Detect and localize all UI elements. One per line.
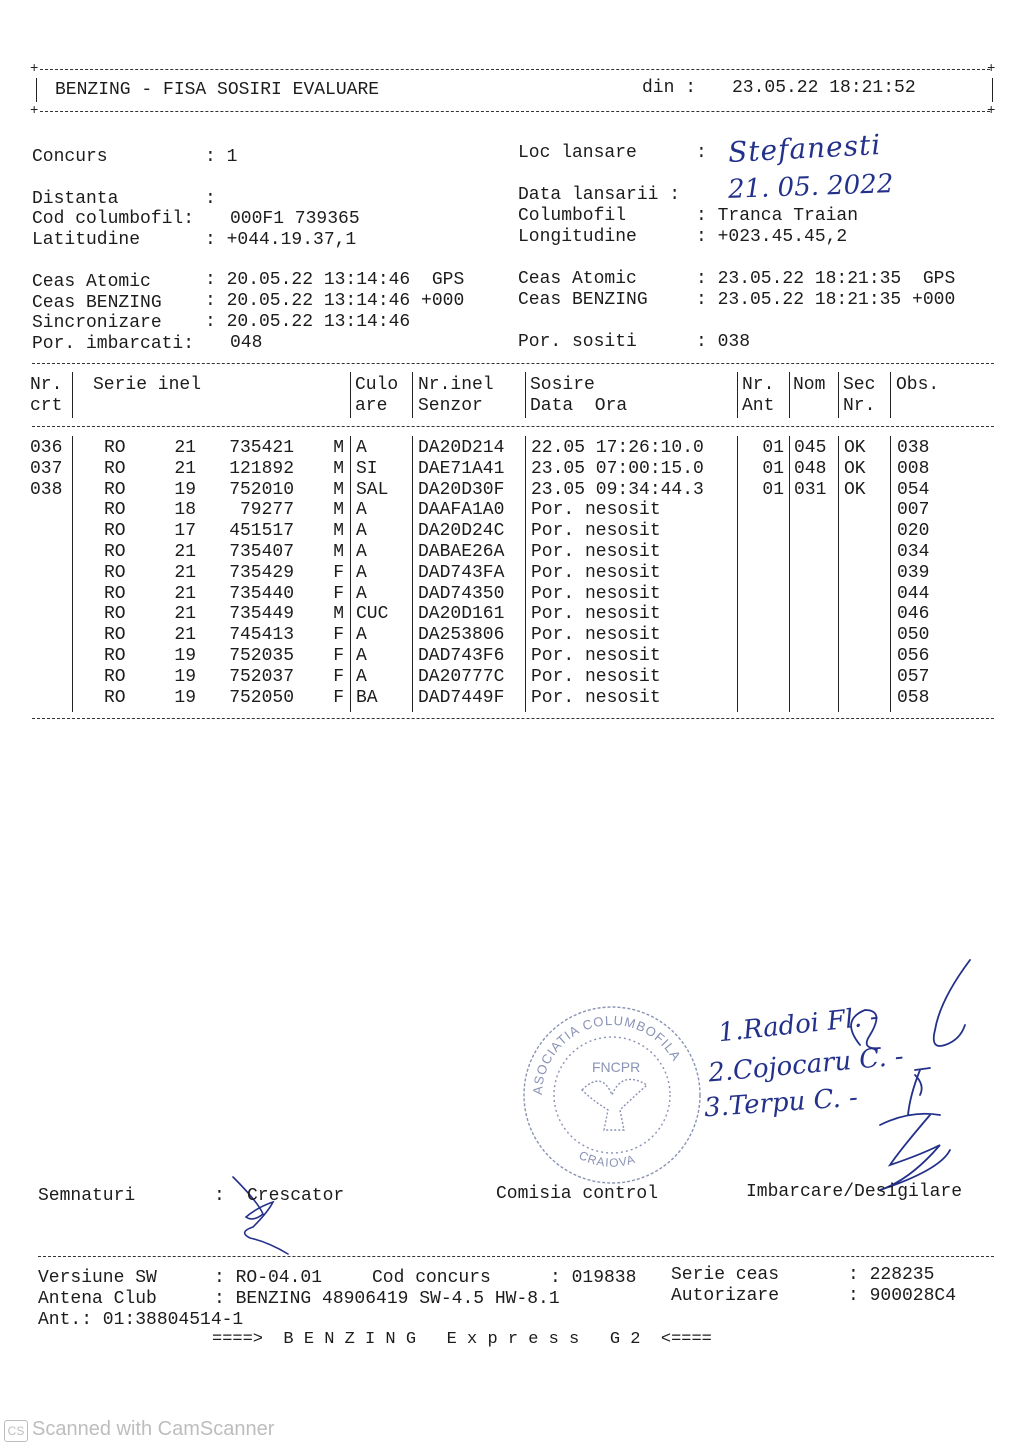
cell-sex: F (333, 562, 344, 583)
cell-nr: 036 (30, 438, 63, 458)
cell-arrival: Por. nesosit (531, 604, 661, 625)
report-datetime: 23.05.22 18:21:52 (732, 78, 916, 98)
handwritten-name-1: 1.Radoi Fl. - (716, 1001, 881, 1049)
cell-sensor: DA20D24C (418, 521, 505, 542)
embarked-label: Por. imbarcati: (32, 334, 195, 354)
signature-commission-label: Comisia control (496, 1184, 659, 1204)
cell-obs: 056 (897, 646, 930, 666)
latitude-label: Latitudine (32, 230, 141, 250)
header-senzor: Senzor (418, 396, 483, 416)
box-corner: + (987, 103, 996, 119)
brand-banner: ====> B E N Z I N G E x p r e s s G 2 <==== (212, 1330, 712, 1349)
col-separator (838, 372, 839, 418)
cell-year: 21 (174, 625, 196, 646)
cell-country: RO (104, 687, 126, 708)
cell-country: RO (104, 604, 126, 625)
cell-arrival: Por. nesosit (531, 687, 661, 708)
col-separator (890, 436, 891, 712)
antenna-club-value: : BENZING 48906419 SW-4.5 HW-8.1 (214, 1289, 560, 1309)
cell-obs: 054 (897, 479, 930, 500)
header-sec: Sec (843, 375, 876, 395)
loc-lansare-label: Loc lansare (518, 143, 637, 163)
sync-label: Sincronizare (32, 313, 162, 333)
cell-color: A (356, 562, 367, 583)
cell-year: 18 (174, 500, 196, 521)
col-separator (72, 372, 73, 418)
cell-year: 21 (174, 542, 196, 562)
header-culoare-2: are (355, 396, 388, 416)
cell-sensor: DA20D214 (418, 438, 505, 458)
cell-color: A (356, 438, 367, 458)
contest-code-value: : 019838 (550, 1268, 637, 1288)
cell-nom: 045 (794, 438, 827, 458)
data-lansarii-label: Data lansarii : (518, 185, 681, 205)
association-stamp (512, 1000, 712, 1190)
longitude-value: : +023.45.45,2 (696, 227, 848, 247)
longitude-label: Longitudine (518, 227, 637, 247)
cell-nom: 031 (794, 479, 827, 500)
col-separator (890, 372, 891, 418)
columbofil-label: Columbofil (518, 206, 627, 226)
cell-year: 19 (174, 479, 196, 500)
cell-color: A (356, 625, 367, 646)
header-crt: crt (30, 396, 63, 416)
col-separator (350, 372, 351, 418)
cell-color: BA (356, 687, 378, 708)
cell-obs: 034 (897, 542, 930, 562)
cell-sensor: DA20777C (418, 666, 505, 687)
cell-obs: 008 (897, 458, 930, 479)
header-culoare: Culo (355, 375, 399, 395)
cell-year: 19 (174, 666, 196, 687)
cell-sex: F (333, 583, 344, 604)
cell-country: RO (104, 521, 126, 542)
cell-ring: 745413 (229, 625, 294, 646)
atomic-clock-end-label: Ceas Atomic (518, 269, 637, 289)
cell-sex: M (333, 479, 344, 500)
cell-sensor: DA20D161 (418, 604, 505, 625)
cell-sex: F (333, 666, 344, 687)
cell-color: CUC (356, 604, 389, 625)
cell-obs: 058 (897, 687, 930, 708)
cell-sex: M (333, 500, 344, 521)
table-top-rule (32, 363, 994, 364)
cell-arrival: Por. nesosit (531, 500, 661, 521)
cell-ring: 735449 (229, 604, 294, 625)
table-bottom-rule (32, 718, 994, 719)
atomic-clock-start-label: Ceas Atomic (32, 272, 151, 292)
cell-arrival: Por. nesosit (531, 542, 661, 562)
cell-ring: 735440 (229, 583, 294, 604)
box-corner: + (30, 103, 39, 119)
cell-sex: M (333, 542, 344, 562)
cell-arrival: Por. nesosit (531, 521, 661, 542)
cell-ring: 79277 (239, 500, 294, 521)
handwritten-release-date: 21. 05. 2022 (727, 169, 894, 205)
signatures-label: Semnaturi (38, 1186, 136, 1206)
camscanner-logo-icon: CS (4, 1420, 28, 1442)
cell-year: 21 (174, 562, 196, 583)
cell-country: RO (104, 646, 126, 666)
cell-year: 19 (174, 646, 196, 666)
antenna-club-label: Antena Club (38, 1289, 157, 1309)
cell-country: RO (104, 583, 126, 604)
cell-sensor: DAD743FA (418, 562, 505, 583)
cell-color: A (356, 666, 367, 687)
cell-year: 21 (174, 604, 196, 625)
cell-color: SI (356, 458, 378, 479)
col-separator (789, 372, 790, 418)
cell-year: 21 (174, 583, 196, 604)
cell-sex: F (333, 687, 344, 708)
latitude-value: : +044.19.37,1 (205, 230, 357, 250)
benzing-clock-start-value: : 20.05.22 13:14:46 +000 (205, 291, 465, 311)
sync-value: : 20.05.22 13:14:46 (205, 312, 411, 332)
atomic-clock-end-value: : 23.05.22 18:21:35 GPS (696, 269, 956, 289)
cell-year: 19 (174, 687, 196, 708)
sw-version-value: : RO-04.01 (214, 1268, 323, 1288)
cell-country: RO (104, 479, 126, 500)
col-separator (72, 436, 73, 712)
date-label: din : (642, 78, 697, 98)
stamp-text-bottom: CRAIOVA (576, 1148, 638, 1170)
cell-sensor: DABAE26A (418, 542, 505, 562)
col-separator (838, 436, 839, 712)
distanta-value: : (205, 189, 216, 209)
footer-rule (38, 1256, 994, 1257)
arrived-count: : 038 (696, 332, 751, 352)
handwritten-name-3: 3.Terpu C. - (703, 1082, 859, 1124)
columbofil-name: : Tranca Traian (696, 206, 859, 226)
cell-nr: 038 (30, 479, 63, 500)
box-corner: + (987, 61, 996, 77)
cell-color: A (356, 521, 367, 542)
cell-arrival: Por. nesosit (531, 583, 661, 604)
cell-sec: OK (844, 479, 866, 500)
header-ant: Ant (742, 396, 775, 416)
cell-obs: 046 (897, 604, 930, 625)
cell-obs: 039 (897, 562, 930, 583)
cell-sex: M (333, 458, 344, 479)
cell-sex: M (333, 438, 344, 458)
cell-obs: 044 (897, 583, 930, 604)
cell-obs: 057 (897, 666, 930, 687)
cell-ant: 01 (762, 438, 784, 458)
cell-sensor: DAD7449F (418, 687, 505, 708)
cell-year: 21 (174, 458, 196, 479)
cod-columbofil-label: Cod columbofil: (32, 209, 195, 229)
clock-serial-label: Serie ceas (671, 1265, 780, 1285)
authorization-value: : 900028C4 (848, 1286, 957, 1306)
concurs-value: : 1 (205, 147, 238, 167)
cell-arrival: Por. nesosit (531, 666, 661, 687)
clock-serial-value: : 228235 (848, 1265, 935, 1285)
cell-nom: 048 (794, 458, 827, 479)
cell-sensor: DA253806 (418, 625, 505, 646)
commission-signatures (820, 950, 1000, 1210)
header-serie-inel: Serie inel (93, 375, 202, 395)
cell-sensor: DAE71A41 (418, 458, 505, 479)
cell-arrival: 23.05 07:00:15.0 (531, 458, 704, 479)
cell-arrival: Por. nesosit (531, 562, 661, 583)
cod-columbofil-value: 000F1 739365 (230, 209, 360, 229)
cell-sensor: DAAFA1A0 (418, 500, 505, 521)
cell-ring: 752035 (229, 646, 294, 666)
atomic-clock-start-value: : 20.05.22 13:14:46 GPS (205, 270, 465, 290)
cell-arrival: Por. nesosit (531, 625, 661, 646)
cell-sensor: DA20D30F (418, 479, 505, 500)
cell-sex: F (333, 646, 344, 666)
benzing-clock-start-label: Ceas BENZING (32, 293, 162, 313)
embarked-count: 048 (230, 333, 263, 353)
cell-ant: 01 (762, 458, 784, 479)
signatures-colon: : (214, 1186, 225, 1206)
antenna-id: Ant.: 01:38804514-1 (38, 1310, 244, 1330)
cell-color: A (356, 500, 367, 521)
camscanner-text: Scanned with CamScanner (32, 1418, 275, 1440)
cell-ant: 01 (762, 479, 784, 500)
svg-text:CRAIOVA (577, 1148, 638, 1170)
arrived-label: Por. sositi (518, 332, 637, 352)
cell-sex: F (333, 625, 344, 646)
cell-country: RO (104, 458, 126, 479)
cell-arrival: 23.05 09:34:44.3 (531, 479, 704, 500)
col-separator (789, 436, 790, 712)
benzing-clock-end-label: Ceas BENZING (518, 290, 648, 310)
cell-arrival: Por. nesosit (531, 646, 661, 666)
header-left-border (36, 78, 37, 102)
cell-color: SAL (356, 479, 389, 500)
cell-ring: 752010 (229, 479, 294, 500)
header-nr: Nr. (30, 375, 63, 395)
cell-country: RO (104, 438, 126, 458)
concurs-label: Concurs (32, 147, 108, 167)
cell-nr: 037 (30, 458, 63, 479)
cell-sensor: DAD74350 (418, 583, 505, 604)
col-separator (737, 372, 738, 418)
cell-ring: 752037 (229, 666, 294, 687)
cell-obs: 020 (897, 521, 930, 542)
cell-color: A (356, 542, 367, 562)
cell-color: A (356, 583, 367, 604)
cell-year: 17 (174, 521, 196, 542)
box-corner: + (30, 61, 39, 77)
header-sosire: Sosire (530, 375, 595, 395)
svg-text:ASOCIATIA COLUMBOFILA (530, 1013, 684, 1095)
cell-country: RO (104, 542, 126, 562)
cell-arrival: 22.05 17:26:10.0 (531, 438, 704, 458)
cell-sex: M (333, 604, 344, 625)
cell-ring: 451517 (229, 521, 294, 542)
cell-ring: 752050 (229, 687, 294, 708)
benzing-clock-end-value: : 23.05.22 18:21:35 +000 (696, 290, 956, 310)
header-right-border (992, 78, 993, 102)
header-top-rule (40, 69, 990, 70)
header-nr-inel: Nr.inel (418, 375, 494, 395)
header-obs: Obs. (896, 375, 940, 395)
cell-obs: 050 (897, 625, 930, 646)
loc-lansare-colon: : (696, 143, 707, 163)
cell-obs: 038 (897, 438, 930, 458)
distanta-label: Distanta (32, 189, 119, 209)
stamp-text-center: FNCPR (592, 1059, 641, 1075)
sw-version-label: Versiune SW (38, 1268, 157, 1288)
cell-country: RO (104, 666, 126, 687)
header-nom: Nom (793, 375, 826, 395)
cell-ring: 735407 (229, 542, 294, 562)
handwritten-name-2: 2.Cojocaru C. - (707, 1041, 905, 1089)
cell-sex: M (333, 521, 344, 542)
cell-ring: 735429 (229, 562, 294, 583)
header-bottom-rule (40, 111, 990, 112)
cell-ring: 735421 (229, 438, 294, 458)
header-data-ora: Data Ora (530, 396, 628, 416)
contest-code-label: Cod concurs (372, 1268, 491, 1288)
cell-sensor: DAD743F6 (418, 646, 505, 666)
cell-obs: 007 (897, 500, 930, 521)
page-title: BENZING - FISA SOSIRI EVALUARE (55, 80, 380, 100)
signature-boarding-label: Imbarcare/Desigilare (746, 1182, 963, 1202)
col-separator (525, 436, 526, 712)
col-separator (412, 372, 413, 418)
col-separator (737, 436, 738, 712)
header-sec-nr: Nr. (843, 396, 876, 416)
authorization-label: Autorizare (671, 1286, 780, 1306)
col-separator (350, 436, 351, 712)
col-separator (525, 372, 526, 418)
cell-country: RO (104, 500, 126, 521)
col-separator (412, 436, 413, 712)
cell-color: A (356, 646, 367, 666)
stamp-text-top: ASOCIATIA COLUMBOFILA (529, 1012, 685, 1096)
signature-breeder-label: Crescator (247, 1186, 345, 1206)
cell-ring: 121892 (229, 458, 294, 479)
table-header-rule (32, 426, 994, 427)
cell-sec: OK (844, 438, 866, 458)
cell-sec: OK (844, 458, 866, 479)
cell-country: RO (104, 562, 126, 583)
handwritten-release-place: Stefanesti (727, 128, 883, 169)
cell-year: 21 (174, 438, 196, 458)
header-nr-ant: Nr. (742, 375, 775, 395)
cell-country: RO (104, 625, 126, 646)
